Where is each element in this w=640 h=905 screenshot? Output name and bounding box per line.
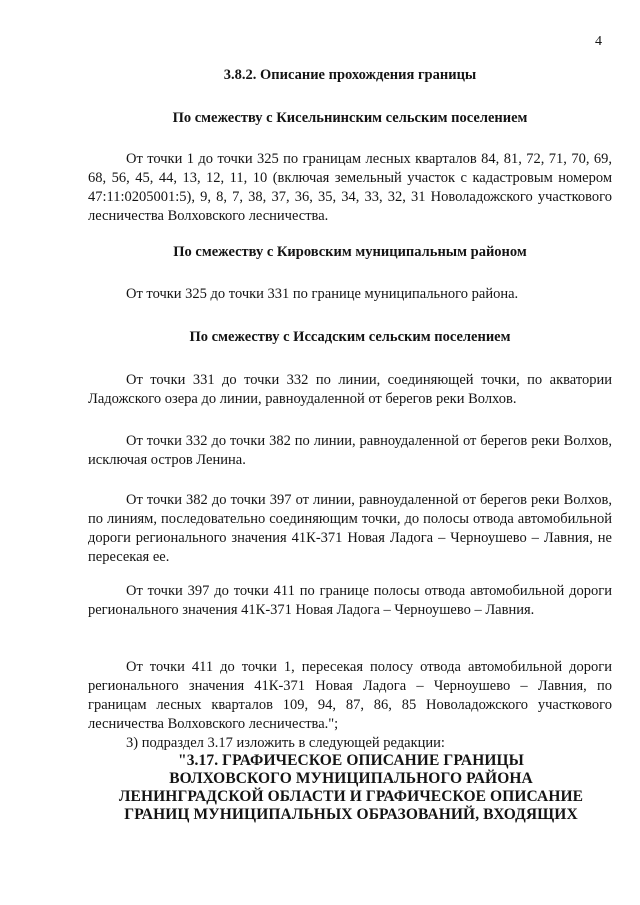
paragraph-issadskoe-4: От точки 397 до точки 411 по границе полосы отвода автомобильной дороги регионального значения 41К-371 Новая Ладога – Черноушево – Лавния. bbox=[88, 583, 612, 618]
subsection-heading-kirovsky: По смежеству с Кировским муниципальным районом bbox=[173, 244, 527, 260]
paragraph-issadskoe-1: От точки 331 до точки 332 по линии, соединяющей точки, по акватории Ладожского озера до линии, равноудаленной от берегов реки Волхов. bbox=[88, 372, 612, 407]
subsection-heading-issadskoe: По смежеству с Иссадским сельским поселением bbox=[189, 329, 511, 345]
amendment-line: 3) подраздел 3.17 изложить в следующей редакции: bbox=[126, 735, 445, 751]
new-section-title-line-2: ВОЛХОВСКОГО МУНИЦИПАЛЬНОГО РАЙОНА bbox=[169, 770, 533, 787]
paragraph-issadskoe-2: От точки 332 до точки 382 по линии, равноудаленной от берегов реки Волхов, исключая остров Ленина. bbox=[88, 433, 612, 468]
paragraph-issadskoe-3: От точки 382 до точки 397 от линии, равноудаленной от берегов реки Волхов, по линиям, последовательно соединяющим точки, до полосы отвода автомобильной дороги регионального значения 41К-371 Новая Ладога – Черноушево – Лавния, не пересекая ее. bbox=[88, 492, 612, 565]
new-section-title-line-4: ГРАНИЦ МУНИЦИПАЛЬНЫХ ОБРАЗОВАНИЙ, ВХОДЯЩИХ bbox=[124, 806, 578, 823]
paragraph-issadskoe-5: От точки 411 до точки 1, пересекая полосу отвода автомобильной дороги регионального значения 41К-371 Новая Ладога – Черноушево – Лавния, по границам лесных кварталов 109, 94, 87, 86, 85 Новоладожского участкового лесничества Волховского лесничества."; bbox=[88, 659, 612, 732]
page-number: 4 bbox=[595, 34, 602, 49]
subsection-heading-kiselninskoe: По смежеству с Кисельнинским сельским поселением bbox=[172, 110, 528, 126]
new-section-title bbox=[88, 752, 614, 824]
section-heading: 3.8.2. Описание прохождения границы bbox=[223, 67, 477, 83]
paragraph-kiselninskoe: От точки 1 до точки 325 по границам лесных кварталов 84, 81, 72, 71, 70, 69, 68, 56, 45, 44, 13, 12, 11, 10 (включая земельный участок с кадастровым номером 47:11:0205001:5), 9, 8, 7, 38, 37, 36, 35, 34, 33, 32, 31 Новоладожского участкового лесничества Волховского лесничества. bbox=[88, 151, 612, 224]
new-section-title-line-1: "3.17. ГРАФИЧЕСКОЕ ОПИСАНИЕ ГРАНИЦЫ bbox=[178, 752, 524, 769]
paragraph-kirovsky: От точки 325 до точки 331 по границе муниципального района. bbox=[126, 286, 519, 302]
new-section-title-line-3: ЛЕНИНГРАДСКОЙ ОБЛАСТИ И ГРАФИЧЕСКОЕ ОПИСАНИЕ bbox=[118, 788, 584, 805]
